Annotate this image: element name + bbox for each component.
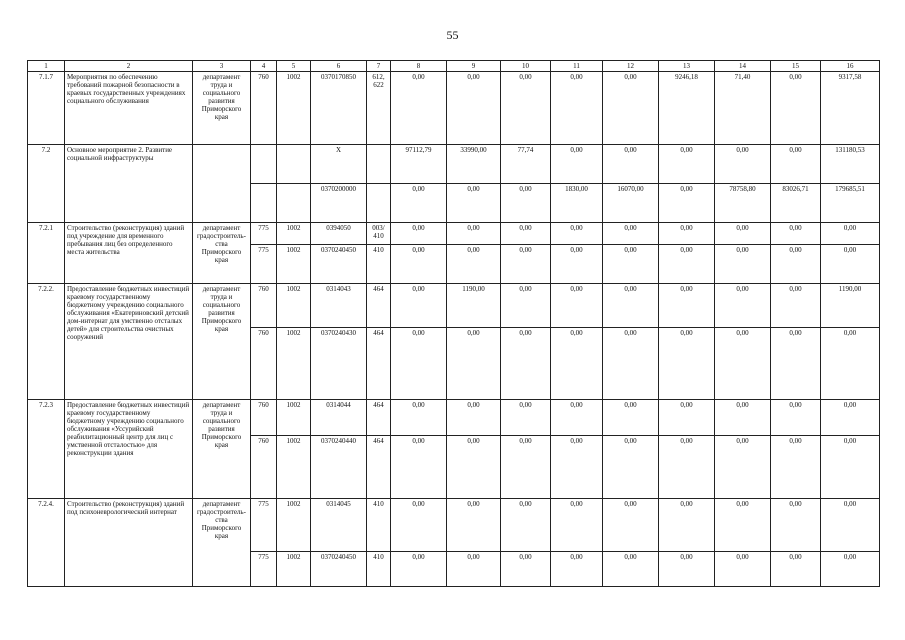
value-cell: 0,00: [391, 72, 447, 145]
item-name: Основное мероприятие 2. Развитие социальной инфраструктуры: [65, 145, 193, 222]
value-cell: 0,00: [391, 283, 447, 328]
code-cell: 775: [251, 245, 277, 284]
code-cell: 0370240430: [311, 328, 367, 399]
value-cell: 0,00: [501, 245, 551, 284]
table-row: [28, 72, 880, 145]
value-cell: 0,00: [715, 399, 771, 436]
value-cell: 0,00: [447, 183, 501, 222]
value-cell: 0,00: [771, 328, 821, 399]
table-row: [28, 145, 880, 184]
item-number: 7.2.3: [28, 399, 65, 499]
budget-table: [27, 60, 880, 587]
column-header: 11: [551, 61, 603, 72]
value-cell: 0,00: [551, 436, 603, 499]
value-cell: 0,00: [501, 399, 551, 436]
value-cell: 78758,80: [715, 183, 771, 222]
value-cell: 0,00: [501, 183, 551, 222]
value-cell: 0,00: [603, 283, 659, 328]
code-cell: 464: [367, 399, 391, 436]
value-cell: 97112,79: [391, 145, 447, 184]
column-header: 15: [771, 61, 821, 72]
code-cell: 0370200000: [311, 183, 367, 222]
value-cell: 0,00: [715, 552, 771, 587]
value-cell: 0,00: [603, 399, 659, 436]
code-cell: [251, 183, 277, 222]
code-cell: 1002: [277, 552, 311, 587]
value-cell: 0,00: [603, 245, 659, 284]
column-header: 10: [501, 61, 551, 72]
code-cell: 0370240440: [311, 436, 367, 499]
value-cell: 0,00: [715, 499, 771, 552]
value-cell: 0,00: [821, 399, 880, 436]
column-header: 2: [65, 61, 193, 72]
value-cell: 0,00: [715, 328, 771, 399]
table-row: [28, 499, 880, 552]
page-number: 55: [446, 28, 459, 42]
code-cell: 775: [251, 222, 277, 244]
value-cell: 16070,00: [603, 183, 659, 222]
code-cell: 0314045: [311, 499, 367, 552]
code-cell: [277, 183, 311, 222]
value-cell: 0,00: [551, 328, 603, 399]
code-cell: 003/ 410: [367, 222, 391, 244]
value-cell: 0,00: [715, 245, 771, 284]
code-cell: 1002: [277, 436, 311, 499]
value-cell: 0,00: [715, 222, 771, 244]
code-cell: 410: [367, 245, 391, 284]
value-cell: 0,00: [659, 436, 715, 499]
executor: департамент градостроитель-ства Приморского края: [193, 499, 251, 587]
value-cell: 0,00: [551, 399, 603, 436]
value-cell: 0,00: [501, 499, 551, 552]
value-cell: 0,00: [603, 436, 659, 499]
value-cell: 0,00: [659, 552, 715, 587]
code-cell: 760: [251, 436, 277, 499]
value-cell: 131180,53: [821, 145, 880, 184]
code-cell: [251, 145, 277, 184]
value-cell: 0,00: [551, 72, 603, 145]
value-cell: 0,00: [771, 72, 821, 145]
value-cell: 77,74: [501, 145, 551, 184]
value-cell: 0,00: [501, 436, 551, 499]
code-cell: X: [311, 145, 367, 184]
item-name: Предоставление бюджетных инвестиций краевому государственному бюджетному учреждению социального обслуживания «Уссурийский реабилитационный центр для лиц с умственной отсталостью» для реконструкции здания: [65, 399, 193, 499]
code-cell: [367, 145, 391, 184]
item-name: Строительство (реконструкция) зданий под учреждение для временного пребывания лиц без определенного места жительства: [65, 222, 193, 283]
item-number: 7.1.7: [28, 72, 65, 145]
value-cell: 0,00: [659, 283, 715, 328]
column-header: 4: [251, 61, 277, 72]
value-cell: 0,00: [603, 72, 659, 145]
value-cell: 0,00: [821, 328, 880, 399]
value-cell: 0,00: [659, 183, 715, 222]
column-header: 8: [391, 61, 447, 72]
code-cell: 1002: [277, 72, 311, 145]
column-header: 7: [367, 61, 391, 72]
code-cell: 760: [251, 399, 277, 436]
value-cell: 0,00: [447, 245, 501, 284]
item-number: 7.2.4.: [28, 499, 65, 587]
value-cell: 0,00: [659, 328, 715, 399]
value-cell: 0,00: [715, 436, 771, 499]
code-cell: 0370240450: [311, 552, 367, 587]
value-cell: 0,00: [391, 245, 447, 284]
code-cell: 410: [367, 552, 391, 587]
column-header: 14: [715, 61, 771, 72]
value-cell: 179685,51: [821, 183, 880, 222]
value-cell: 0,00: [821, 499, 880, 552]
code-cell: 0314043: [311, 283, 367, 328]
table-row: [28, 399, 880, 436]
code-cell: 1002: [277, 499, 311, 552]
column-header: 6: [311, 61, 367, 72]
value-cell: 0,00: [659, 145, 715, 184]
item-number: 7.2.1: [28, 222, 65, 283]
item-number: 7.2.2.: [28, 283, 65, 399]
value-cell: 0,00: [501, 283, 551, 328]
value-cell: 0,00: [659, 222, 715, 244]
value-cell: 0,00: [391, 328, 447, 399]
value-cell: 0,00: [447, 399, 501, 436]
code-cell: 775: [251, 552, 277, 587]
value-cell: 1190,00: [447, 283, 501, 328]
value-cell: 0,00: [603, 145, 659, 184]
value-cell: 0,00: [603, 552, 659, 587]
value-cell: 1830,00: [551, 183, 603, 222]
value-cell: 0,00: [715, 145, 771, 184]
code-cell: 1002: [277, 399, 311, 436]
value-cell: 83026,71: [771, 183, 821, 222]
value-cell: 71,40: [715, 72, 771, 145]
column-header: 1: [28, 61, 65, 72]
value-cell: 0,00: [551, 283, 603, 328]
executor: [193, 145, 251, 222]
item-name: Мероприятия по обеспечению требований пожарной безопасности в краевых государственных учреждениях социального обслуживания: [65, 72, 193, 145]
value-cell: 0,00: [771, 399, 821, 436]
value-cell: 0,00: [551, 145, 603, 184]
code-cell: 0314044: [311, 399, 367, 436]
column-header: 9: [447, 61, 501, 72]
code-cell: 1002: [277, 328, 311, 399]
item-name: Строительство (реконструкция) зданий под психоневрологический интернат: [65, 499, 193, 587]
value-cell: 0,00: [821, 245, 880, 284]
value-cell: 0,00: [659, 245, 715, 284]
value-cell: 0,00: [391, 436, 447, 499]
executor: департамент труда и социального развития Приморского края: [193, 399, 251, 499]
value-cell: 0,00: [821, 222, 880, 244]
value-cell: 0,00: [447, 436, 501, 499]
value-cell: 1190,00: [821, 283, 880, 328]
value-cell: 0,00: [771, 283, 821, 328]
code-cell: 410: [367, 499, 391, 552]
value-cell: 0,00: [501, 552, 551, 587]
code-cell: 612, 622: [367, 72, 391, 145]
value-cell: 0,00: [447, 328, 501, 399]
value-cell: 0,00: [391, 552, 447, 587]
value-cell: 0,00: [659, 499, 715, 552]
value-cell: 0,00: [551, 499, 603, 552]
code-cell: 760: [251, 283, 277, 328]
code-cell: 760: [251, 72, 277, 145]
code-cell: 1002: [277, 222, 311, 244]
value-cell: 0,00: [771, 245, 821, 284]
code-cell: 1002: [277, 283, 311, 328]
code-cell: 0394050: [311, 222, 367, 244]
value-cell: 0,00: [771, 436, 821, 499]
value-cell: 0,00: [771, 552, 821, 587]
item-name: Предоставление бюджетных инвестиций краевому государственному бюджетному учреждению социального обслуживания «Екатериновский детский дом-интернат для умственно отсталых детей» для строительства очистных сооружений: [65, 283, 193, 399]
column-header: 12: [603, 61, 659, 72]
value-cell: 0,00: [551, 222, 603, 244]
code-cell: 464: [367, 436, 391, 499]
value-cell: 0,00: [821, 436, 880, 499]
value-cell: 0,00: [551, 245, 603, 284]
value-cell: 0,00: [501, 328, 551, 399]
code-cell: [277, 145, 311, 184]
code-cell: 0370240450: [311, 245, 367, 284]
value-cell: 9246,18: [659, 72, 715, 145]
code-cell: [367, 183, 391, 222]
executor: департамент труда и социального развития Приморского края: [193, 283, 251, 399]
value-cell: 0,00: [603, 222, 659, 244]
code-cell: 0370170850: [311, 72, 367, 145]
value-cell: 0,00: [715, 283, 771, 328]
code-cell: 1002: [277, 245, 311, 284]
value-cell: 0,00: [771, 499, 821, 552]
value-cell: 0,00: [551, 552, 603, 587]
column-header: 13: [659, 61, 715, 72]
code-cell: 775: [251, 499, 277, 552]
executor: департамент труда и социального развития Приморского края: [193, 72, 251, 145]
value-cell: 0,00: [659, 399, 715, 436]
value-cell: 0,00: [447, 552, 501, 587]
value-cell: 0,00: [501, 222, 551, 244]
column-header: 5: [277, 61, 311, 72]
value-cell: 0,00: [771, 222, 821, 244]
value-cell: 0,00: [603, 499, 659, 552]
executor: департамент градостроитель-ства Приморского края: [193, 222, 251, 283]
column-header: 3: [193, 61, 251, 72]
value-cell: 0,00: [603, 328, 659, 399]
column-header: 16: [821, 61, 880, 72]
table-row: [28, 222, 880, 244]
header-row: [28, 61, 880, 72]
value-cell: 9317,58: [821, 72, 880, 145]
value-cell: 33990,00: [447, 145, 501, 184]
code-cell: 760: [251, 328, 277, 399]
value-cell: 0,00: [447, 222, 501, 244]
value-cell: 0,00: [391, 399, 447, 436]
value-cell: 0,00: [771, 145, 821, 184]
code-cell: 464: [367, 328, 391, 399]
item-number: 7.2: [28, 145, 65, 222]
value-cell: 0,00: [391, 183, 447, 222]
value-cell: 0,00: [447, 72, 501, 145]
value-cell: 0,00: [447, 499, 501, 552]
value-cell: 0,00: [821, 552, 880, 587]
value-cell: 0,00: [501, 72, 551, 145]
code-cell: 464: [367, 283, 391, 328]
table-row: [28, 283, 880, 328]
value-cell: 0,00: [391, 499, 447, 552]
value-cell: 0,00: [391, 222, 447, 244]
